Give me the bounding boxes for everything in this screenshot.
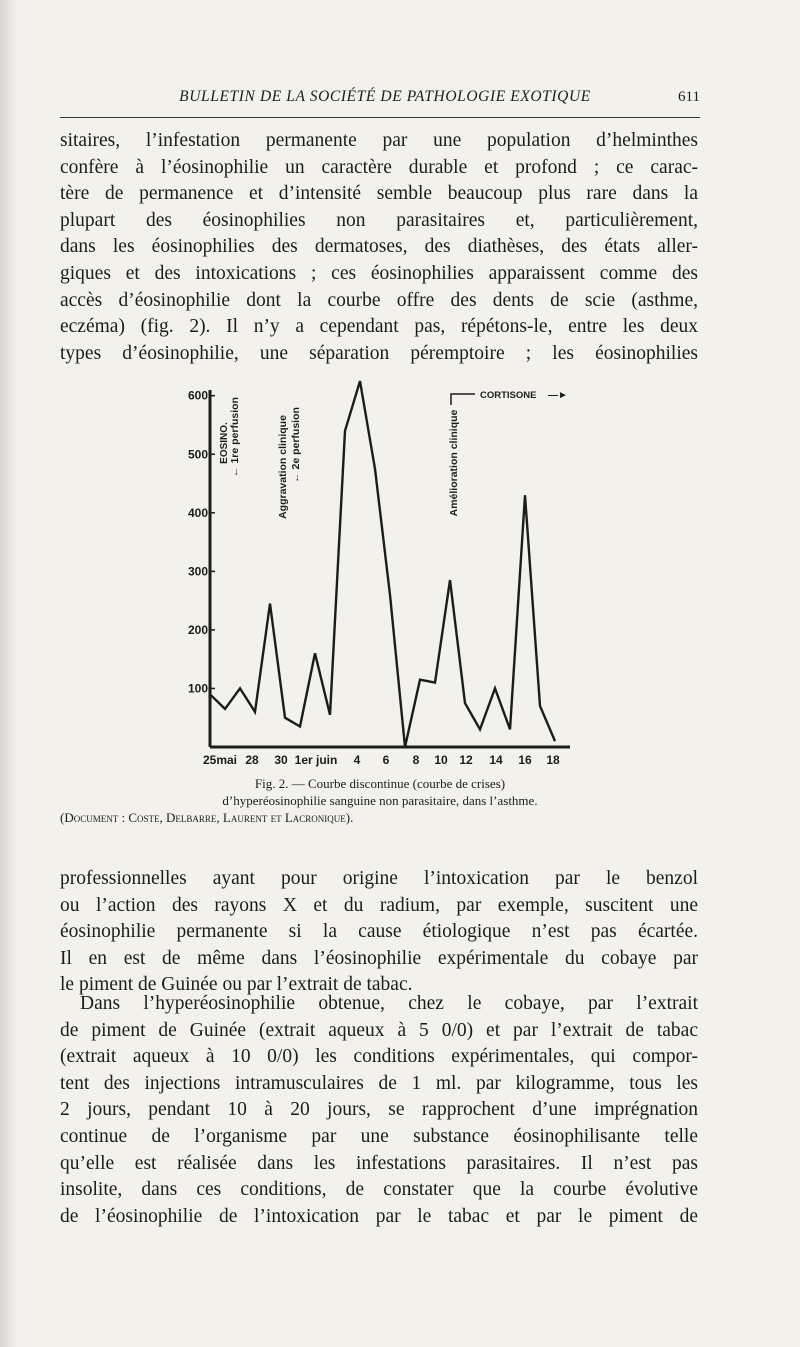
page-shadow (0, 0, 18, 1347)
eosinophil-series-line (210, 381, 555, 747)
y-tick-label: 100 (187, 681, 208, 696)
y-tick-label: 400 (187, 505, 208, 520)
text-line: le piment de Guinée ou par l’extrait de tabac. (60, 974, 413, 996)
text-line: insolite, dans ces conditions, de constater que la courbe évolutive (60, 1179, 698, 1201)
annotation-perfusion-1: ← 1re perfusion (229, 397, 241, 477)
text-line: tère de permanence et d’intensité semble beaucoup plus rare dans la (60, 183, 698, 205)
text-line: continue de l’organisme par une substance éosinophilisante telle (60, 1125, 698, 1147)
text-line: éosinophilie permanente si la cause étiologique n’est pas écartée. (60, 921, 698, 943)
y-tick-label: 600 (187, 388, 208, 403)
text-line: accès d’éosinophilie dont la courbe offre des dents de scie (asthme, (60, 289, 698, 311)
text-line: confère à l’éosinophilie un caractère durable et profond ; ce carac- (60, 156, 698, 178)
x-tick-label: 4 (353, 753, 361, 767)
text-line: 2 jours, pendant 10 à 20 jours, se rapprochent d’une imprégnation (60, 1099, 698, 1121)
paragraph-2 (60, 866, 698, 999)
annotation-amelioration: Amélioration clinique (448, 409, 460, 517)
text-line: dans les éosinophilies des dermatoses, des diathèses, des états aller- (60, 236, 698, 258)
header-rule (60, 117, 700, 118)
x-tick-label: 18 (546, 753, 560, 767)
x-tick-label: 14 (489, 753, 503, 767)
text-line: sitaires, l’infestation permanente par une population d’helminthes (60, 130, 698, 151)
text-line: ou l’action des rayons X et du radium, par exemple, suscitent une (60, 894, 698, 916)
text-line: de piment de Guinée (extrait aqueux à 5 0/0) et par l’extrait de tabac (60, 1019, 698, 1041)
text-line: professionnelles ayant pour origine l’intoxication par le benzol (60, 868, 698, 889)
x-tick-label: 1er juin (294, 753, 338, 767)
caption-line-3: (Document : Coste, Delbarre, Laurent et Lacronique). (60, 810, 354, 825)
x-tick-label: 28 (245, 753, 259, 767)
paragraph-3 (60, 991, 698, 1230)
x-tick-label: 6 (382, 753, 390, 767)
annotation-aggravation: Aggravation clinique (277, 415, 289, 519)
figure-2 (187, 385, 580, 770)
x-tick-label: 16 (518, 753, 532, 767)
eosinophil-chart (187, 385, 580, 770)
text-line: types d’éosinophilie, une séparation péremptoire ; les éosinophilies (60, 342, 698, 364)
text-line: qu’elle est réalisée dans les infestations parasitaires. Il n’est pas (60, 1152, 698, 1174)
text-line: tent des injections intramusculaires de 1 ml. par kilogramme, tous les (60, 1072, 698, 1094)
annotation-perfusion-2: ← 2e perfusion (290, 407, 302, 483)
x-tick-label: 8 (412, 753, 420, 767)
x-tick-label: 30 (274, 753, 288, 767)
y-tick-label: 200 (187, 622, 208, 637)
cortisone-arrow: —► (548, 390, 568, 401)
x-tick-label: 10 (434, 753, 448, 767)
y-tick-label: 300 (187, 564, 208, 579)
running-title: BULLETIN DE LA SOCIÉTÉ DE PATHOLOGIE EXOTIQUE (179, 88, 591, 105)
y-tick-label: 500 (187, 447, 208, 462)
x-tick-label: 12 (459, 753, 473, 767)
paragraph-1 (60, 128, 698, 367)
text-line: Dans l’hyperéosinophilie obtenue, chez le cobaye, par l’extrait (80, 993, 698, 1014)
page-number: 611 (678, 89, 700, 105)
text-line: plupart des éosinophilies non parasitaires et, particulièrement, (60, 209, 698, 231)
y-axis-label: EOSINO. (219, 422, 230, 464)
text-line: Il en est de même dans l’éosinophilie expérimentale du cobaye par (60, 947, 698, 969)
figure-caption (60, 775, 700, 826)
annotation-cortisone: CORTISONE (480, 390, 537, 401)
caption-line-2: d’hyperéosinophilie sanguine non parasitaire, dans l’asthme. (222, 793, 538, 808)
text-line: (extrait aqueux à 10 0/0) les conditions expérimentales, qui compor- (60, 1046, 698, 1068)
x-tick-label: 25mai (202, 753, 238, 767)
caption-line-1: Fig. 2. — Courbe discontinue (courbe de crises) (254, 776, 506, 791)
text-line: eczéma) (fig. 2). Il n’y a cependant pas, répétons-le, entre les deux (60, 316, 698, 338)
text-line: giques et des intoxications ; ces éosinophilies apparaissent comme des (60, 262, 698, 284)
cortisone-bracket (451, 394, 475, 405)
text-line: de l’éosinophilie de l’intoxication par le tabac et par le piment de (60, 1205, 698, 1227)
running-header (60, 88, 700, 114)
